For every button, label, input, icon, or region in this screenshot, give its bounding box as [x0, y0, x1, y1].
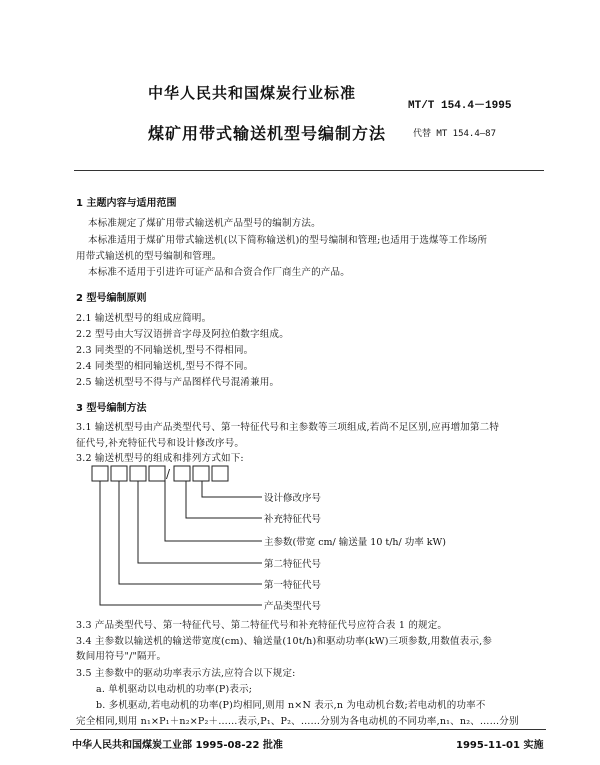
section-3-heading: 3 型号编制方法	[76, 403, 147, 414]
box-param-3	[193, 466, 209, 481]
header-rule	[74, 170, 544, 171]
label-design-revision: 设计修改序号	[264, 493, 322, 504]
box-supplement-feature	[212, 466, 228, 481]
clause-3-4b: 数间用符号"/"隔开。	[76, 651, 167, 662]
clause-2-2: 2.2 型号由大写汉语拼音字母及阿拉伯数字组成。	[76, 329, 289, 340]
leader-product-type	[100, 481, 262, 605]
box-param-1	[149, 466, 165, 481]
clause-3-1b: 征代号,补充特征代号和设计修改序号。	[76, 438, 245, 449]
clause-2-5: 2.5 输送机型号不得与产品图样代号混淆兼用。	[76, 377, 280, 388]
footer-rule	[70, 729, 546, 730]
box-first-feature	[111, 466, 127, 481]
clause-3-5-b-line-1: b. 多机驱动,若电动机的功率(P)均相同,则用 n×N 表示,n 为电动机台数;若电动机的功率不	[96, 700, 486, 711]
clause-3-4a: 3.4 主参数以输送机的输送带宽度(cm)、输送量(10t/h)和驱动功率(kW)三项参数,用数值表示,参	[76, 636, 493, 647]
approval-line: 中华人民共和国煤炭工业部 1995-08-22 批准	[72, 740, 283, 751]
clause-3-3: 3.3 产品类型代号、第一特征代号、第二特征代号和补充特征代号应符合表 1 的规定。	[76, 620, 448, 631]
clause-3-2: 3.2 输送机型号的组成和排列方式如下:	[76, 453, 244, 464]
issuing-body-title: 中华人民共和国煤炭行业标准	[148, 84, 357, 102]
leader-design-revision	[202, 481, 262, 497]
section-1-heading: 1 主题内容与适用范围	[76, 198, 177, 209]
clause-3-1a: 3.1 输送机型号由产品类型代号、第一特征代号和主参数等三项组成,若尚不足区别,应再增加第二特	[76, 422, 500, 433]
clause-3-5: 3.5 主参数中的驱动功率表示方法,应符合以下规定:	[76, 668, 296, 679]
document-title: 煤矿用带式输送机型号编制方法	[148, 124, 387, 143]
clause-3-5-b-line-2: 完全相同,则用 n₁×P₁＋n₂×P₂＋……表示,P₁、P₂、……分别为各电动机的不同功率,n₁、n₂、……分别	[76, 716, 519, 727]
section-1-para-2a: 本标准适用于煤矿用带式输送机(以下简称输送机)的型号编制和管理;也适用于选煤等工作场所	[88, 235, 488, 246]
label-first-feature: 第一特征代号	[264, 580, 322, 591]
box-second-feature	[130, 466, 146, 481]
leader-supplement-feature	[186, 481, 262, 518]
replaces-standard: 代替 MT 154.4—87	[413, 129, 497, 139]
leader-second-feature	[138, 481, 262, 563]
model-composition-diagram	[90, 463, 510, 618]
leader-first-feature	[119, 481, 262, 584]
label-supplement-feature: 补充特征代号	[264, 514, 322, 525]
clause-2-4: 2.4 同类型的相同输送机,型号不得不同。	[76, 361, 254, 372]
box-product-type	[92, 466, 108, 481]
section-2-heading: 2 型号编制原则	[76, 293, 147, 304]
label-product-type: 产品类型代号	[264, 601, 322, 612]
standard-number: MT/T 154.4－1995	[408, 100, 512, 112]
section-1-para-1: 本标准规定了煤矿用带式输送机产品型号的编制方法。	[88, 218, 321, 229]
parameter-separator: /	[166, 467, 171, 481]
label-main-parameter: 主参数(带宽 cm/ 输送量 10 t/h/ 功率 kW)	[264, 537, 447, 548]
box-param-2	[174, 466, 190, 481]
leader-main-parameter	[165, 481, 262, 541]
clause-2-3: 2.3 同类型的不同输送机,型号不得相同。	[76, 345, 254, 356]
section-1-para-3: 本标准不适用于引进许可证产品和合资合作厂商生产的产品。	[88, 267, 350, 278]
clause-2-1: 2.1 输送机型号的组成应简明。	[76, 313, 212, 324]
clause-3-5-a: a. 单机驱动以电动机的功率(P)表示;	[96, 684, 253, 695]
implementation-date: 1995-11-01 实施	[456, 740, 544, 751]
section-1-para-2b: 用带式输送机的型号编制和管理。	[76, 251, 222, 262]
label-second-feature: 第二特征代号	[264, 559, 322, 570]
